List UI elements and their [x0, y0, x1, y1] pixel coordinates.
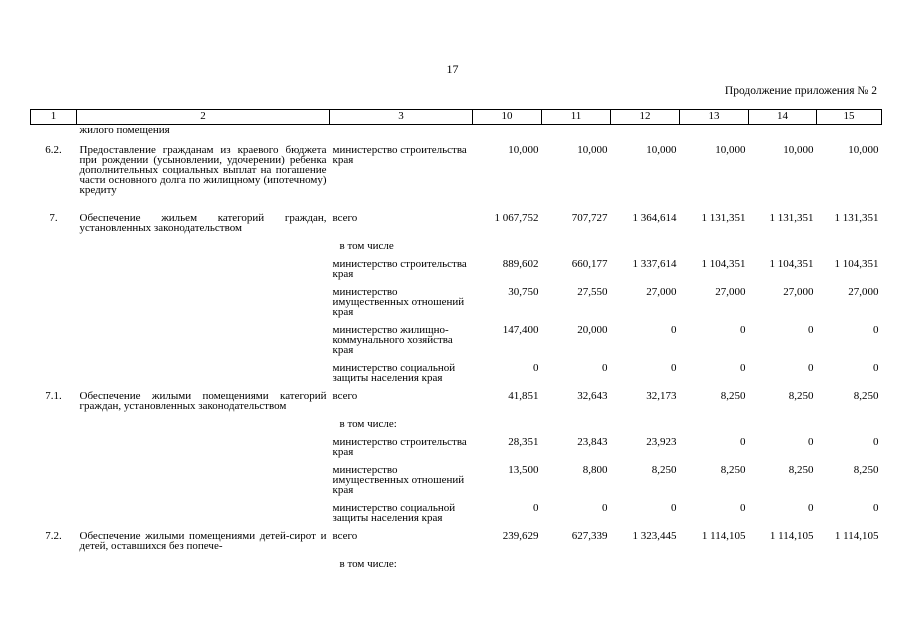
table-row [31, 391, 882, 419]
header-cell: 10 [473, 110, 542, 125]
value-cell: 1 364,614 [632, 212, 677, 224]
value-cell [542, 241, 611, 259]
table-row [31, 419, 882, 437]
row-executor: министерство строительства края [332, 144, 467, 166]
value-cell: 0 [740, 436, 746, 448]
value-cell: 8,250 [853, 464, 879, 476]
header-cell: 14 [749, 110, 817, 125]
table-row [31, 363, 882, 391]
row-number [31, 363, 77, 391]
value-cell: 0 [808, 436, 814, 448]
value-cell: 0 [873, 362, 879, 374]
value-cell [749, 125, 817, 146]
value-cell: 1 104,351 [834, 258, 879, 270]
header-cell: 1 [31, 110, 77, 125]
value-cell: 10,000 [646, 144, 677, 156]
row-executor [330, 125, 473, 146]
value-cell: 0 [740, 502, 746, 514]
header-cell: 12 [611, 110, 680, 125]
table-row [31, 503, 882, 531]
value-cell: 0 [873, 502, 879, 514]
row-executor: министерство имущественных отношений края [332, 464, 465, 496]
row-number: 6.2. [45, 144, 62, 156]
row-number [31, 419, 77, 437]
value-cell: 8,250 [651, 464, 677, 476]
row-description [77, 363, 330, 391]
row-number [31, 465, 77, 503]
row-executor: в том числе: [339, 558, 397, 570]
header-cell: 3 [330, 110, 473, 125]
value-cell [473, 125, 542, 146]
row-number: 7.1. [45, 390, 62, 402]
row-executor: всего [332, 530, 358, 542]
value-cell: 10,000 [577, 144, 608, 156]
value-cell [611, 559, 680, 577]
row-number [31, 259, 77, 287]
row-executor: министерство жилищно-коммунального хозяйства края [332, 324, 453, 356]
value-cell [749, 419, 817, 437]
row-executor: министерство строительства края [332, 436, 467, 458]
value-cell: 27,000 [783, 286, 814, 298]
row-description: Обеспечение жилыми помещениями детей-сирот и детей, оставшихся без попече- [79, 530, 327, 552]
table-row [31, 325, 882, 363]
value-cell: 28,351 [508, 436, 539, 448]
value-cell: 1 114,105 [769, 530, 814, 542]
table-row [31, 241, 882, 259]
value-cell [749, 241, 817, 259]
value-cell [542, 419, 611, 437]
value-cell: 13,500 [508, 464, 539, 476]
row-description: жилого помещения [79, 124, 170, 136]
value-cell: 707,727 [571, 212, 608, 224]
value-cell: 1 104,351 [701, 258, 746, 270]
value-cell: 27,000 [848, 286, 879, 298]
value-cell: 239,629 [502, 530, 539, 542]
table-row [31, 213, 882, 241]
row-description: Предоставление гражданам из краевого бюджета при рождении (усыновлении, удочерении) ребенка дополнительных социальных выплат на погашение части основного долга по жилищному (ипотечному) кредиту [79, 144, 327, 196]
row-number [31, 241, 77, 259]
value-cell: 8,250 [788, 464, 814, 476]
row-number [31, 437, 77, 465]
value-cell: 1 131,351 [834, 212, 879, 224]
value-cell: 10,000 [508, 144, 539, 156]
table-row [31, 465, 882, 503]
value-cell: 0 [533, 502, 539, 514]
value-cell: 147,400 [502, 324, 539, 336]
table-row [31, 531, 882, 559]
value-cell [680, 125, 749, 146]
value-cell [542, 559, 611, 577]
value-cell: 8,250 [720, 390, 746, 402]
table-row [31, 437, 882, 465]
header-cell: 13 [680, 110, 749, 125]
value-cell: 8,250 [720, 464, 746, 476]
value-cell [749, 559, 817, 577]
continuation-label: Продолжение приложения № 2 [724, 85, 877, 97]
value-cell: 10,000 [783, 144, 814, 156]
row-number: 7.2. [45, 530, 62, 542]
row-description [77, 419, 330, 437]
value-cell: 1 104,351 [769, 258, 814, 270]
value-cell [473, 241, 542, 259]
value-cell: 0 [808, 324, 814, 336]
row-number [31, 503, 77, 531]
value-cell [680, 241, 749, 259]
value-cell: 1 323,445 [632, 530, 677, 542]
value-cell [817, 419, 882, 437]
row-description [77, 259, 330, 287]
value-cell: 0 [808, 502, 814, 514]
value-cell: 10,000 [848, 144, 879, 156]
header-cell: 2 [77, 110, 330, 125]
row-description [77, 559, 330, 577]
value-cell: 32,173 [646, 390, 677, 402]
value-cell [542, 125, 611, 146]
row-executor: в том числе [339, 240, 394, 252]
value-cell: 0 [873, 324, 879, 336]
row-executor: министерство строительства края [332, 258, 467, 280]
value-cell [817, 241, 882, 259]
value-cell: 8,250 [853, 390, 879, 402]
value-cell [473, 559, 542, 577]
value-cell: 32,643 [577, 390, 608, 402]
row-number [31, 559, 77, 577]
value-cell: 1 337,614 [632, 258, 677, 270]
value-cell [611, 241, 680, 259]
table-row [31, 559, 882, 577]
value-cell: 0 [671, 324, 677, 336]
row-description: Обеспечение жильем категорий граждан, установленных законодательством [79, 212, 327, 234]
value-cell: 27,000 [646, 286, 677, 298]
value-cell: 23,923 [646, 436, 677, 448]
page-number: 17 [446, 62, 459, 76]
value-cell: 20,000 [577, 324, 608, 336]
value-cell: 8,800 [582, 464, 608, 476]
header-cell: 15 [817, 110, 882, 125]
value-cell: 627,339 [571, 530, 608, 542]
value-cell: 0 [740, 324, 746, 336]
row-description [77, 437, 330, 465]
row-description [77, 465, 330, 503]
value-cell: 23,843 [577, 436, 608, 448]
row-executor: в том числе: [339, 418, 397, 430]
budget-table [30, 109, 882, 577]
row-executor: всего [332, 390, 358, 402]
value-cell: 0 [602, 362, 608, 374]
value-cell: 1 131,351 [701, 212, 746, 224]
row-number [31, 287, 77, 325]
value-cell: 10,000 [715, 144, 746, 156]
value-cell [680, 419, 749, 437]
header-cell: 11 [542, 110, 611, 125]
row-executor: министерство имущественных отношений края [332, 286, 465, 318]
row-number [31, 125, 77, 146]
header-row [31, 110, 882, 125]
value-cell: 1 131,351 [769, 212, 814, 224]
value-cell: 0 [808, 362, 814, 374]
value-cell: 27,550 [577, 286, 608, 298]
value-cell: 1 114,105 [701, 530, 746, 542]
value-cell: 660,177 [571, 258, 608, 270]
value-cell: 1 114,105 [834, 530, 879, 542]
row-description [77, 503, 330, 531]
value-cell: 41,851 [508, 390, 539, 402]
value-cell [611, 419, 680, 437]
value-cell [473, 419, 542, 437]
row-number: 7. [49, 212, 58, 224]
value-cell: 30,750 [508, 286, 539, 298]
row-description [77, 287, 330, 325]
value-cell: 0 [671, 502, 677, 514]
row-description: Обеспечение жилыми помещениями категорий граждан, установленных законодательством [79, 390, 327, 412]
value-cell: 0 [873, 436, 879, 448]
table-row [31, 287, 882, 325]
value-cell [611, 125, 680, 146]
row-executor: всего [332, 212, 358, 224]
value-cell: 0 [602, 502, 608, 514]
value-cell [680, 559, 749, 577]
table-row [31, 125, 882, 146]
table-row [31, 145, 882, 213]
row-description [77, 325, 330, 363]
value-cell [817, 125, 882, 146]
value-cell: 0 [671, 362, 677, 374]
value-cell: 889,602 [502, 258, 539, 270]
row-executor: министерство социальной защиты населения края [332, 362, 456, 384]
row-description [77, 241, 330, 259]
value-cell [817, 559, 882, 577]
table-row [31, 259, 882, 287]
value-cell: 0 [740, 362, 746, 374]
value-cell: 27,000 [715, 286, 746, 298]
row-number [31, 325, 77, 363]
row-executor: министерство социальной защиты населения края [332, 502, 456, 524]
value-cell: 1 067,752 [494, 212, 539, 224]
value-cell: 8,250 [788, 390, 814, 402]
value-cell: 0 [533, 362, 539, 374]
